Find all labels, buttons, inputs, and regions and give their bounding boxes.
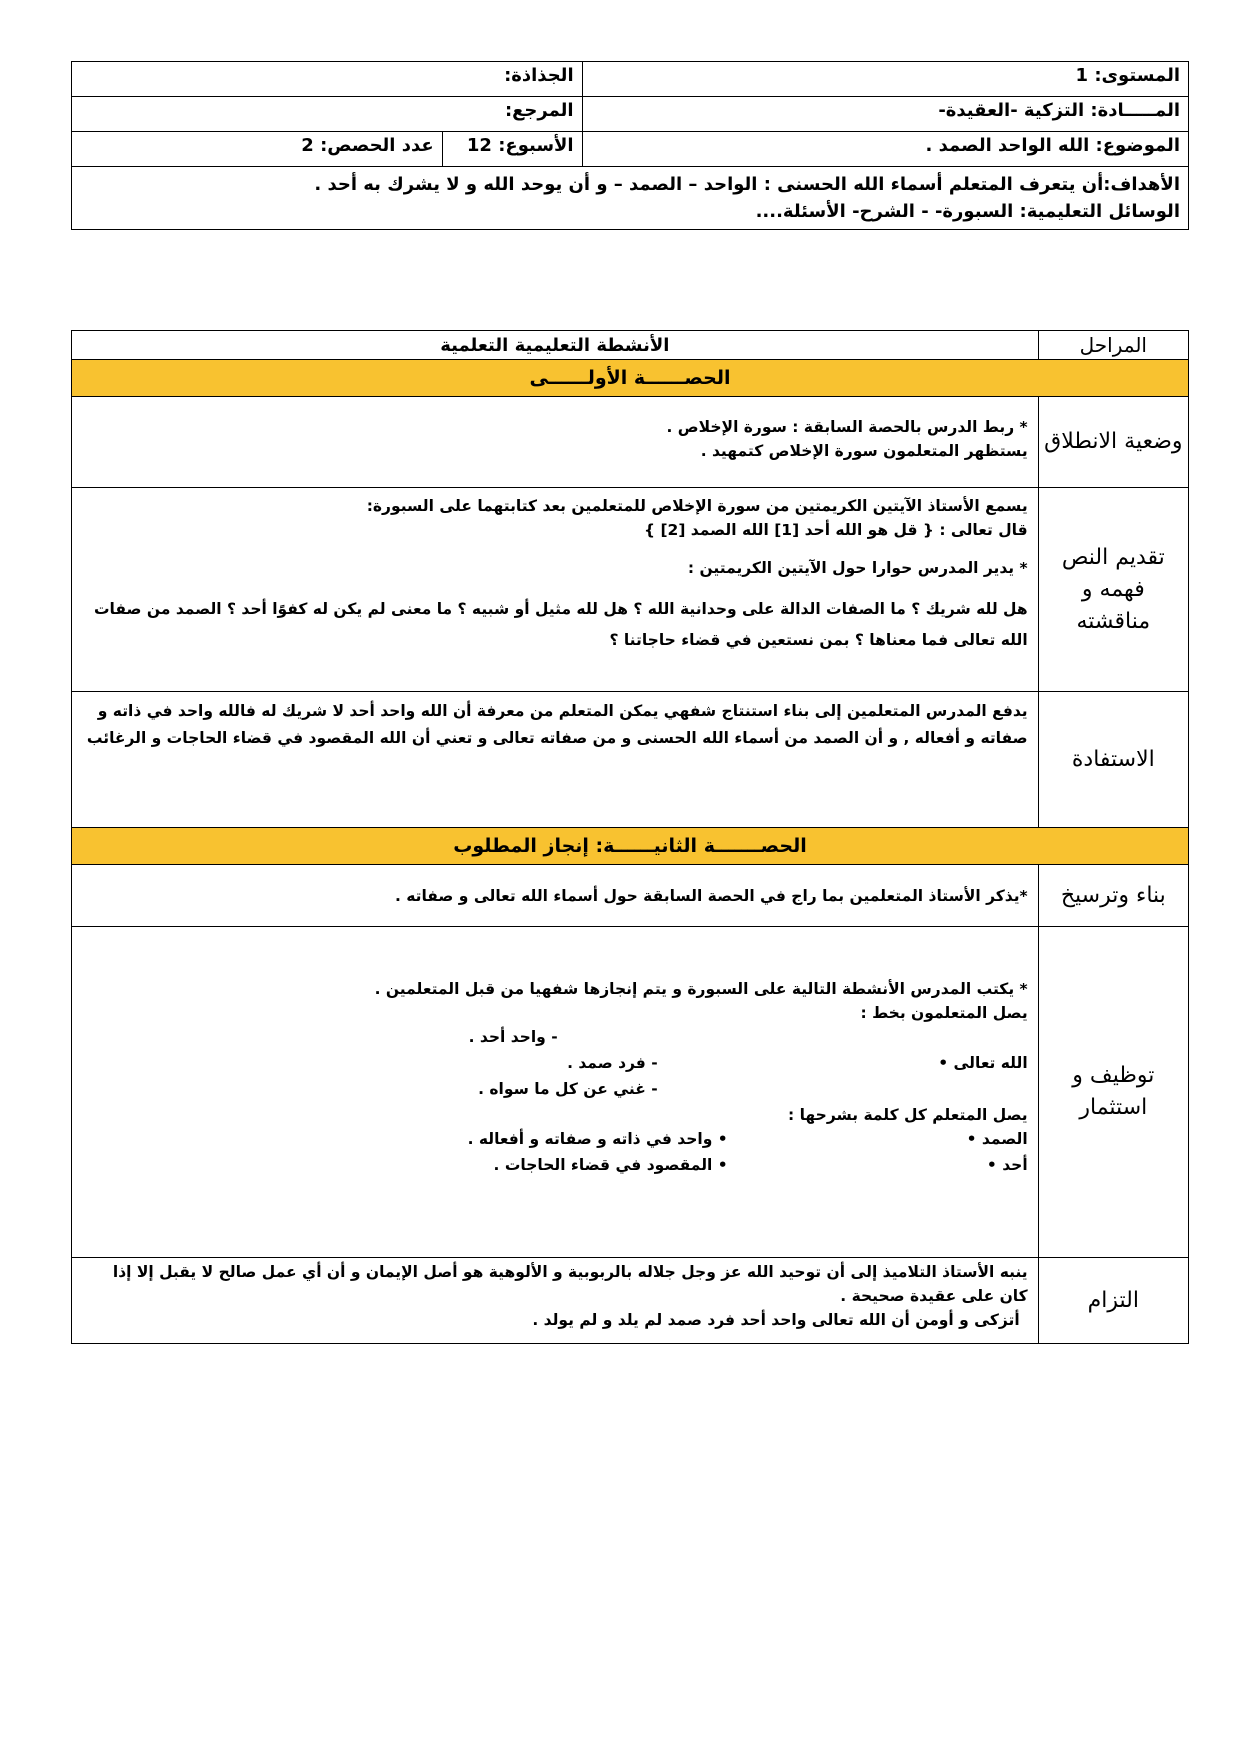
level-label: المستوى: [1094, 65, 1180, 86]
session-1-title: الحصــــــة الأولــــــى [72, 360, 1189, 397]
match-right-2: - فرد صمد . [567, 1054, 658, 1072]
reference-cell [72, 97, 583, 132]
materials-text: الوسائل التعليمية: السبورة- - الشرح- الأسئلة.... [755, 201, 1180, 222]
launch-line-1: * ربط الدرس بالحصة السابقة : سورة الإخلاص . [666, 418, 1028, 436]
topic-label: الموضوع: [1095, 135, 1180, 156]
level-value: 1 [1075, 65, 1089, 86]
week-cell [442, 132, 582, 167]
presentation-line-1: يسمع الأستاذ الآيتين الكريمتين من سورة الإخلاص للمتعلمين بعد كتابتهما على السبورة: [366, 497, 1028, 515]
apply-line-2: يصل المتعلمون بخط : [860, 1004, 1028, 1022]
stage-build: بناء وترسيخ [1038, 865, 1188, 927]
meaning-1: • واحد في ذاته و صفاته و أفعاله . [467, 1130, 728, 1148]
commit-line-2: أتزكى و أومن أن الله تعالى واحد أحد فرد صمد لم يلد و لم يولد . [532, 1311, 1020, 1329]
match-row-3 [82, 1077, 1028, 1103]
word-1: الصمد • [966, 1130, 1028, 1148]
lesson-info-table [71, 61, 1189, 230]
session-2-title: الحصـــــــة الثانيــــــة: إنجاز المطلوب [72, 828, 1189, 865]
school-label: الجذاذة: [504, 65, 574, 86]
meaning-2: • المقصود في قضاء الحاجات . [493, 1156, 728, 1174]
subject-label: المـــــادة: [1090, 100, 1180, 121]
school-cell [72, 62, 583, 97]
apply-activity [72, 927, 1039, 1258]
presentation-line-3: * يدير المدرس حوارا حول الآيتين الكريمتين : [687, 559, 1028, 577]
objectives-text: الأهداف:أن يتعرف المتعلم أسماء الله الحسنى : الواحد – الصمد – و أن يوحد الله و لا يشرك به أحد . [314, 174, 1180, 195]
stage-launch: وضعية الانطلاق [1038, 397, 1188, 488]
match-row-1 [82, 1025, 1028, 1051]
match-left: الله تعالى • [938, 1054, 1028, 1072]
match-right-3: - غني عن كل ما سواه . [478, 1080, 658, 1098]
topic-cell [582, 132, 1188, 167]
subject-value: التزكية -العقيدة- [938, 100, 1085, 121]
stage-commit: التزام [1038, 1258, 1188, 1344]
benefit-activity [72, 692, 1039, 828]
level-cell [582, 62, 1188, 97]
topic-value: الله الواحد الصمد . [925, 135, 1090, 156]
objectives-cell [72, 167, 1189, 230]
commit-activity [72, 1258, 1039, 1344]
sessions-label: عدد الحصص: [320, 135, 434, 156]
apply-line-3: يصل المتعلم كل كلمة بشرحها : [788, 1106, 1028, 1124]
col-header-activities: الأنشطة التعليمية التعلمية [72, 331, 1039, 360]
word-2: أحد • [986, 1156, 1028, 1174]
benefit-text: يدفع المدرس المتعلمين إلى بناء استنتاج شفهي يمكن المتعلم من معرفة أن الله واحد أحد لا شريك له فالله واحد في ذاته و صفاته و أفعاله , و أن الصمد من أسماء الله الحسنى و من صفاته تعالى و تعني أن الله المقصود في قضاء الحاجات و الرغائب [86, 702, 1028, 747]
week-value: 12 [466, 135, 492, 156]
build-activity [72, 865, 1039, 927]
commit-line-1: ينبه الأستاذ التلاميذ إلى أن توحيد الله عز وجل جلاله بالربوبية و الألوهية هو أصل الإيمان و أن أي عمل صالح لا يقبل إلا إذا كان على عقيدة صحيحة . [112, 1263, 1028, 1305]
launch-activity [72, 397, 1039, 488]
stage-apply: توظيف و استثمار [1038, 927, 1188, 1258]
stage-benefit: الاستفادة [1038, 692, 1188, 828]
match-right-1: - واحد أحد . [468, 1028, 558, 1046]
presentation-questions: هل لله شريك ؟ ما الصفات الدالة على وحدانية الله ؟ هل لله مثيل أو شبيه ؟ ما معنى لم يكن له كفوًا أحد ؟ الصمد من صفات الله تعالى فما معناها ؟ بمن نستعين في قضاء حاجاتنا ؟ [93, 600, 1028, 649]
word-row-1 [82, 1127, 1028, 1153]
stage-presentation: تقديم النص فهمه و مناقشته [1038, 488, 1188, 692]
match-row-2 [82, 1051, 1028, 1077]
week-label: الأسبوع: [498, 135, 574, 156]
launch-line-2: يستظهر المتعلمون سورة الإخلاص كتمهيد . [700, 442, 1028, 460]
presentation-verse: قال تعالى : { قل هو الله أحد [1] الله الصمد [2] } [644, 521, 1028, 539]
sessions-cell [72, 132, 443, 167]
word-row-2 [82, 1153, 1028, 1179]
col-header-stages: المراحل [1038, 331, 1188, 360]
reference-label: المرجع: [504, 100, 574, 121]
presentation-activity [72, 488, 1039, 692]
lesson-activities-table [71, 330, 1189, 1344]
sessions-value: 2 [301, 135, 314, 156]
subject-cell [582, 97, 1188, 132]
apply-line-1: * يكتب المدرس الأنشطة التالية على السبورة و يتم إنجازها شفهيا من قبل المتعلمين . [374, 980, 1028, 998]
build-text: *يذكر الأستاذ المتعلمين بما راج في الحصة السابقة حول أسماء الله تعالى و صفاته . [394, 886, 1028, 905]
